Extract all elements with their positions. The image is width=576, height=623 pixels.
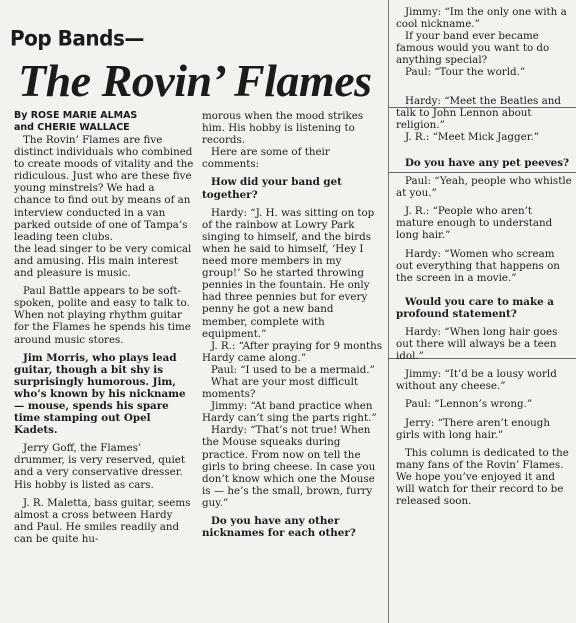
question: Do you have any other nicknames for each other?	[202, 515, 356, 540]
headline: The Rovin’ Flames	[18, 55, 372, 106]
paragraph: The Rovin’ Flames are five distinct individuals who combined to create moods of vitality and the ridiculous. Just who are these five young minstrels? We had a chance to find out by means of an interview conducted in a van parked outside of one of Tampa’s leading teen clubs.	[14, 134, 194, 243]
answer: J. R.: “Meet Mick Jagger.”	[405, 130, 540, 143]
answer: Paul: “Tour the world.”	[405, 66, 526, 79]
column-rule	[388, 0, 389, 623]
paragraph: Paul Battle appears to be soft-spoken, polite and easy to talk to. When not playing rhythm guitar for the Flames he spends his time around music stores.	[14, 285, 191, 346]
byline: By ROSE MARIE ALMAS and CHERIE WALLACE	[14, 110, 138, 133]
paragraph: morous when the mood strikes him. His hobby is listening to records.	[202, 110, 364, 147]
answer: Paul: “Yeah, people who whistle at you.”	[396, 175, 572, 200]
paragraph: the lead singer to be very comical and amusing. His main interest and pleasure is music.	[14, 242, 192, 280]
answer: Jimmy: “It’d be a lousy world without any cheese.”	[396, 368, 557, 393]
answer: Jimmy: “Im the only one with a cool nickname.”	[396, 6, 567, 31]
question: Do you have any pet peeves?	[405, 156, 570, 169]
answer: Hardy: “J. H. was sitting on top of the rainbow at Lowry Park singing to himself, and the birds when he said to himself, ‘Hey I need more members in my group!’ So he started throwing pennies in the fountain. He only had three pennies but for every penny he got a new band member, complete with equipment.”	[202, 206, 375, 340]
column-3	[396, 6, 572, 507]
paragraph: Here are some of their comments:	[202, 146, 330, 171]
column-2	[202, 110, 382, 539]
answer: Paul: “Lennon’s wrong.”	[405, 398, 533, 411]
paragraph: Jim Morris, who plays lead guitar, though a bit shy is surprisingly humorous. Jim, who’s known by his nickname — mouse, spends his spare time stamping out Opel Kadets.	[14, 351, 186, 437]
answer: Hardy: “Meet the Beatles and talk to John Lennon about religion.”	[396, 94, 561, 131]
paragraph: What are your most difficult moments?	[202, 375, 359, 401]
paragraph: Jerry Goff, the Flames’ drummer, is very reserved, quiet and a very conservative dresser. His hobby is listed as cars.	[14, 442, 185, 491]
answer: Jimmy: “At band practice when Hardy can’t sing the parts right.”	[202, 400, 377, 425]
answer: Jerry: “There aren’t enough girls with long hair.”	[396, 416, 551, 441]
answer: Paul: “I used to be a mermaid.”	[211, 363, 375, 376]
question: How did your band get together?	[202, 176, 342, 201]
paragraph: If your band ever became famous would you want to do anything special?	[396, 30, 550, 67]
answer: Hardy: “That’s not true! When the Mouse squeaks during practice. From now on tell the girls to bring cheese. In case you don’t know which one the Mouse is — he’s the small, brown, furry guy.”	[202, 424, 376, 509]
paragraph: J. R. Maletta, bass guitar, seems almost a cross between Hardy and Paul. He smiles readily and can be quite hu-	[14, 496, 191, 545]
answer: J. R.: “People who aren’t mature enough to understand long hair.”	[396, 205, 553, 242]
question: Would you care to make a profound statement?	[396, 295, 554, 320]
paragraph: This column is dedicated to the many fans of the Rovin’ Flames. We hope you’ve enjoyed it and will watch for their record to be released soon.	[396, 446, 569, 508]
column-1	[14, 110, 194, 545]
answer: J. R.: “After praying for 9 months Hardy came along.”	[202, 339, 383, 364]
section-kicker: Pop Bands—	[10, 25, 144, 51]
answer: Hardy: “When long hair goes out there will always be a teen idol.”	[396, 325, 558, 363]
answer: Hardy: “Women who scream out everything that happens on the screen in a movie.”	[396, 247, 560, 284]
